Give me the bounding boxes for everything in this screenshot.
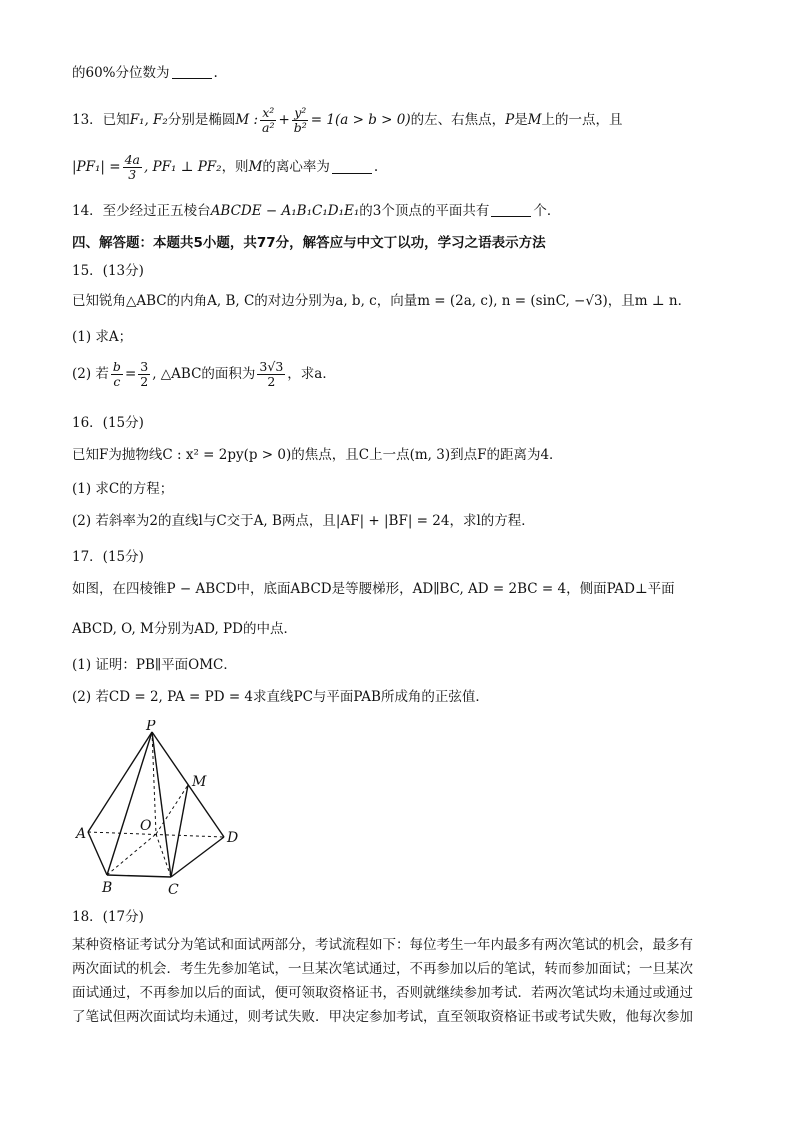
- q16-part2: (2) 若斜率为2的直线l与C交于A, B两点，且|AF| + |BF| = 24，求l的方程．: [72, 513, 535, 529]
- q17-stem2: ABCD, O, M分别为AD, PD的中点．: [72, 621, 297, 637]
- q16-header: 16．(15分): [72, 415, 144, 431]
- fraction-area: $\frac{3√3}{2}$: [259, 358, 284, 389]
- fraction-x2-a2: $\frac{\text{x²}}{\text{a²}}$: [262, 104, 275, 135]
- q17-part2: (2) 若CD = 2, PA = PD = 4求直线PC与平面PAB所成角的正弦值．: [72, 689, 489, 705]
- q13-line2: |PF₁| = $\frac{4a}{3}$ , PF₁ ⊥ PF₂ ，则 M 的离心率为 .: [72, 151, 379, 182]
- q16-stem: 已知F为抛物线C : x² = 2py(p > 0)的焦点，且C上一点(m, 3)到点F的距离为4．: [72, 447, 563, 463]
- q15-part2: (2) 若 $\frac{b}{c}$ = $\frac{3}{2}$ , △ABC的面积为 $\frac{3√3}{2}$ ，求a．: [72, 358, 336, 389]
- q18-para-line3: 面试通过，不再参加以后的面试，便可领取资格证书，否则就继续参加考试．若两次笔试均未通过或通过: [72, 985, 693, 1001]
- q17-part1: (1) 证明：PB∥平面OMC．: [72, 657, 237, 673]
- fraction-b-c: $\frac{b}{c}$: [112, 358, 121, 389]
- label-m: M: [192, 774, 207, 790]
- section-heading: 四、解答题：本题共5小题，共77分，解答应与中文丁以功，学习之语表示方法: [72, 235, 546, 251]
- fraction-y2-b2: $\frac{\text{y²}}{\text{b²}}$: [293, 104, 307, 135]
- answer-blank[interactable]: [172, 65, 212, 79]
- pyramid-figure: [70, 720, 250, 900]
- q17-header: 17．(15分): [72, 549, 144, 565]
- q14: 14．至少经过正五棱台ABCDE − A₁B₁C₁D₁E₁的3个顶点的平面共有 个．: [72, 203, 561, 219]
- answer-blank[interactable]: [332, 160, 372, 174]
- answer-blank[interactable]: [491, 203, 531, 217]
- q18-header: 18．(17分): [72, 909, 144, 925]
- q16-part1: (1) 求C的方程；: [72, 481, 174, 497]
- q15-stem: 已知锐角△ABC的内角A, B, C的对边分别为a, b, c，向量m = (2a, c), n = (sinC, −√3)，且m ⊥ n．: [72, 293, 692, 309]
- q12-tail: 的60%分位数为 .: [72, 65, 218, 81]
- label-o: O: [140, 818, 152, 834]
- label-d: D: [227, 830, 239, 846]
- fraction-3-2: $\frac{3}{2}$: [140, 358, 149, 389]
- q13-line1: 13．已知 F₁, F₂ 分别是椭圆 M : $\frac{\text{x²}}{\text{a²}}$ + $\frac{\text{y²}}{\text{b²}}$ = 1(a > b > 0) 的左、右焦点， P 是 M 上的一点，且: [72, 104, 623, 135]
- q18-para-line1: 某种资格证考试分为笔试和面试两部分，考试流程如下：每位考生一年内最多有两次笔试的机会，最多有: [72, 937, 693, 953]
- q15-header: 15．(13分): [72, 263, 144, 279]
- label-b: B: [102, 880, 113, 896]
- label-a: A: [76, 826, 87, 842]
- q18-para-line2: 两次面试的机会．考生先参加笔试，一旦某次笔试通过，不再参加以后的笔试，转而参加面试；一旦某次: [72, 961, 693, 977]
- q18-para-line4: 了笔试但两次面试均未通过，则考试失败．甲决定参加考试，直至领取资格证书或考试失败，他每次参加: [72, 1009, 693, 1025]
- q15-part1: (1) 求A；: [72, 329, 133, 345]
- label-c: C: [168, 882, 179, 898]
- fraction-4a-3: $\frac{4a}{3}$: [124, 151, 140, 182]
- q17-stem1: 如图，在四棱锥P − ABCD中，底面ABCD是等腰梯形，AD∥BC, AD = 2BC = 4，侧面PAD⊥平面: [72, 581, 675, 597]
- label-p: P: [146, 720, 156, 734]
